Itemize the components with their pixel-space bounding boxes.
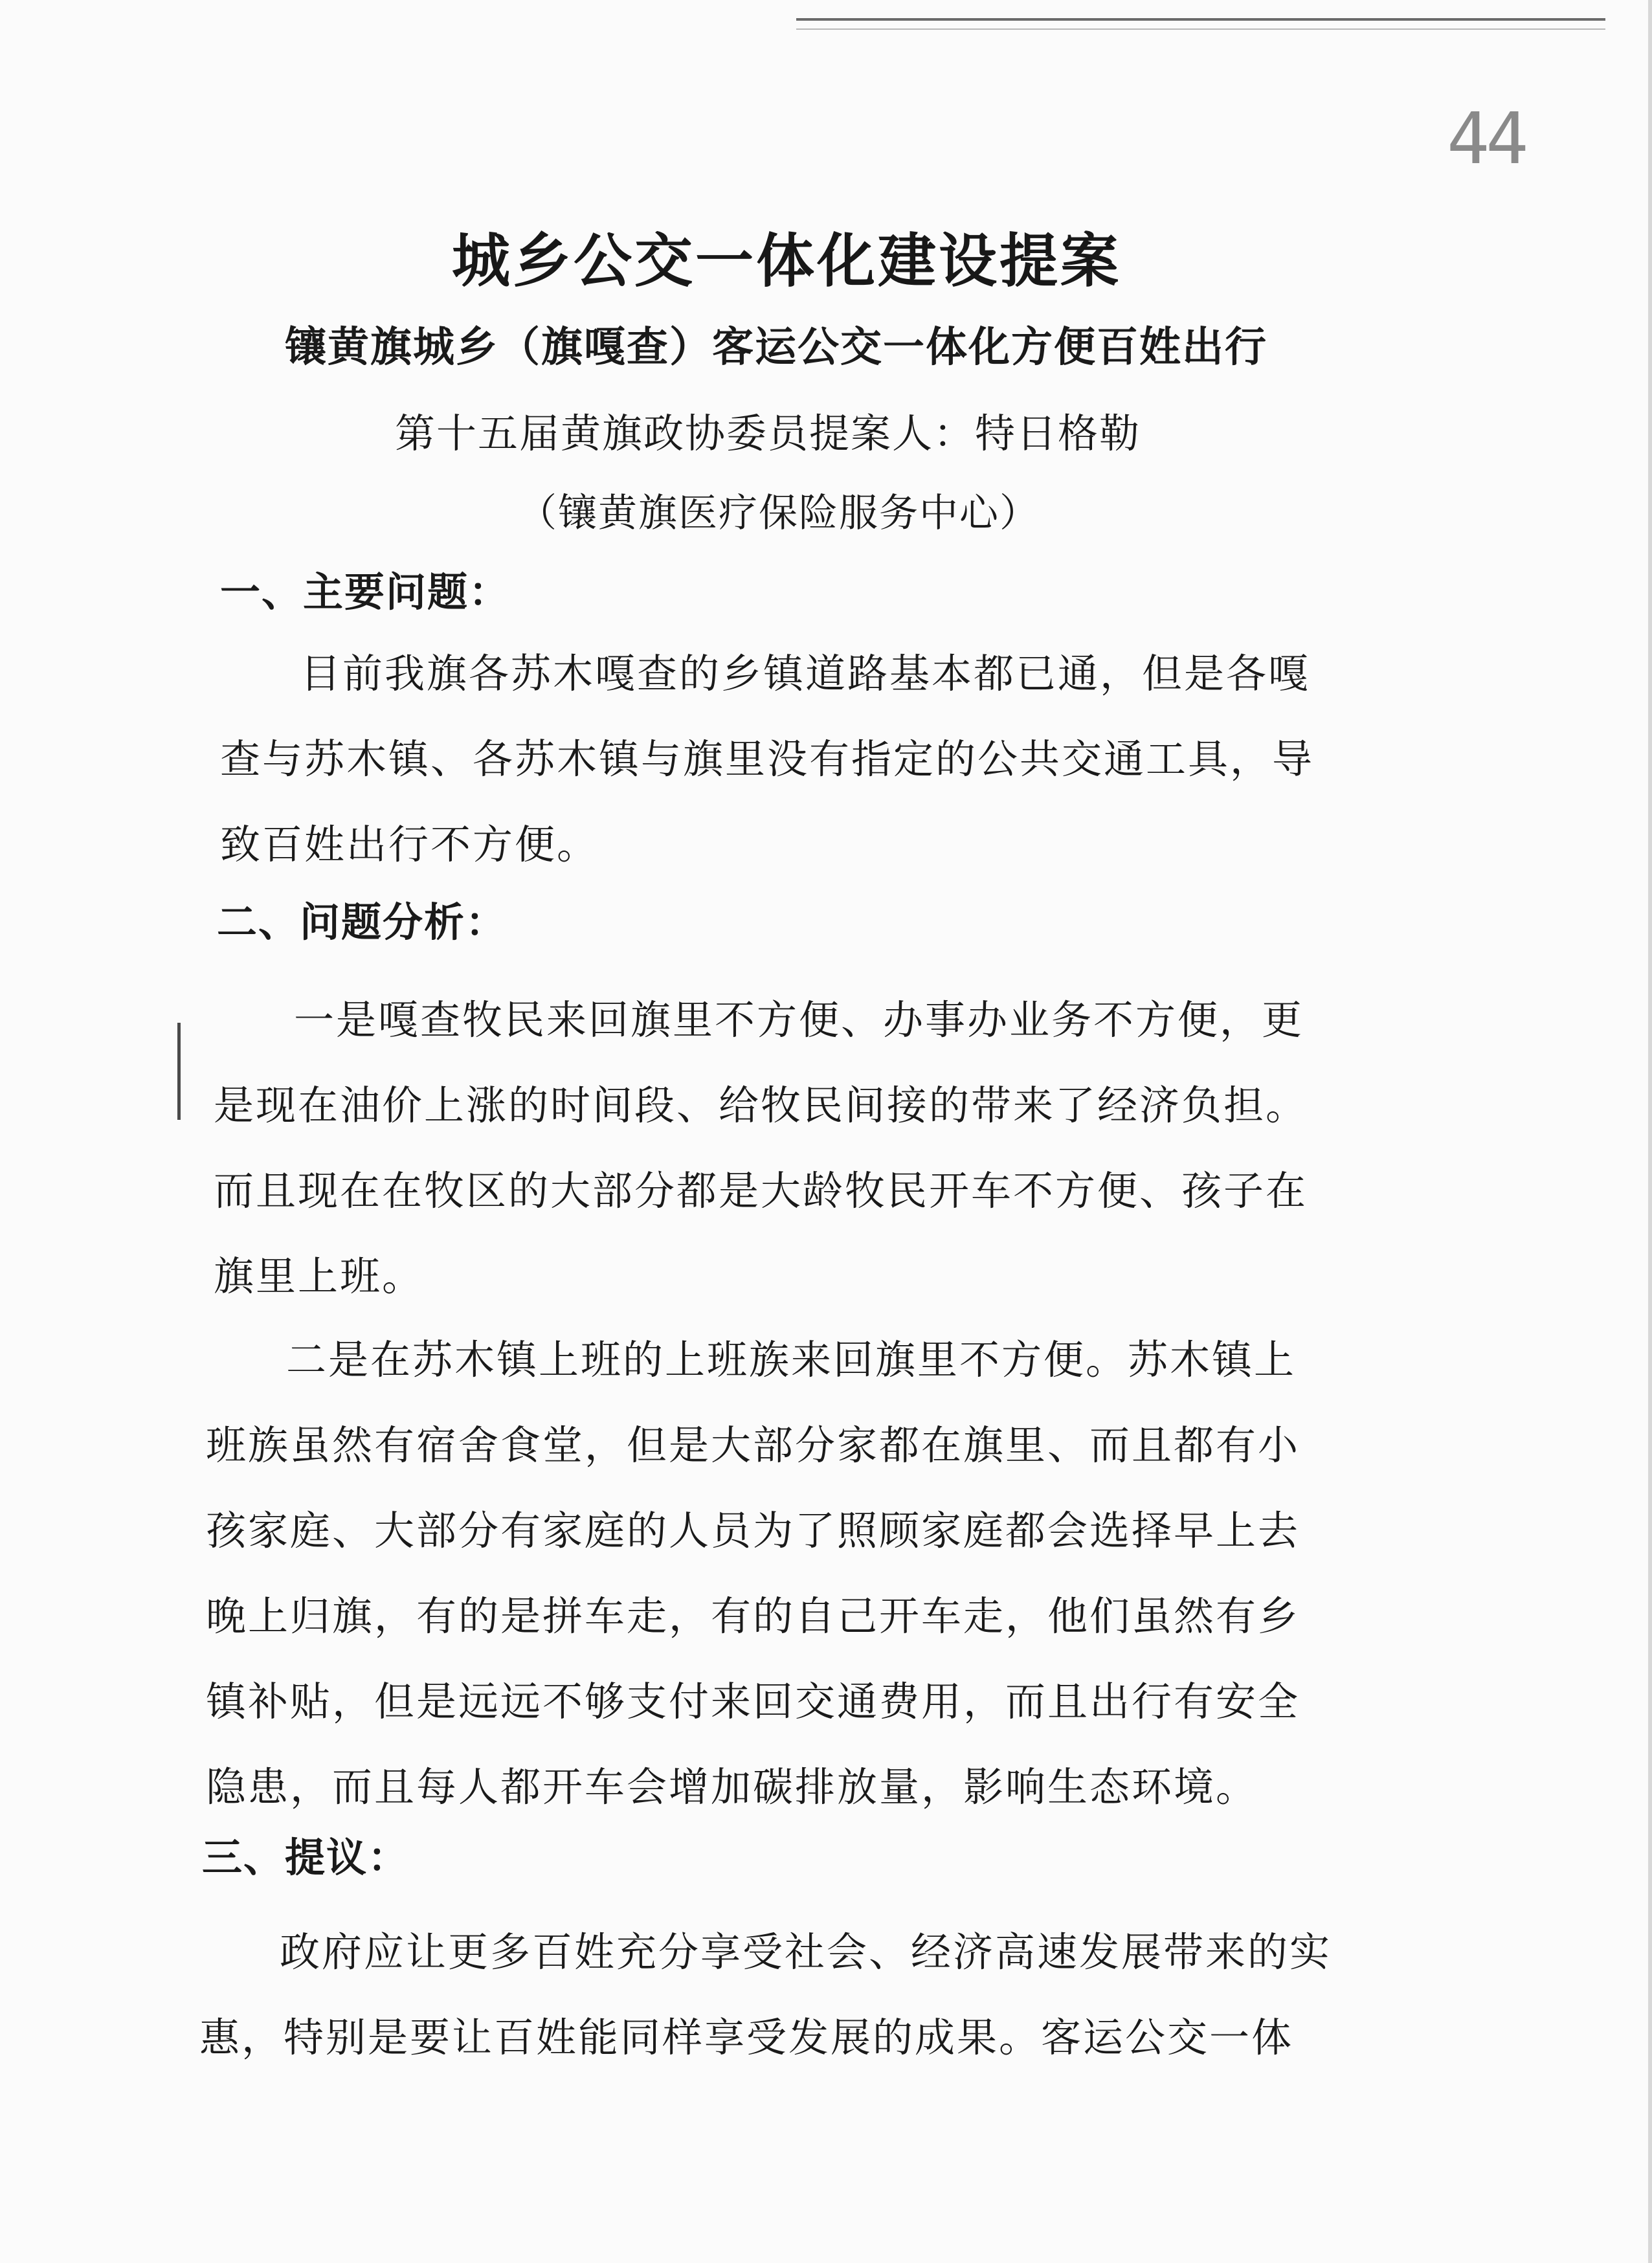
section-paragraph: 政府应让更多百姓充分享受社会、经济高速发展带来的实惠，特别是要让百姓能同样享受发展的成果。客运公交一体 [199,1928,1332,2061]
document-subtitle: 镶黄旗城乡（旗嘎查）客运公交一体化方便百姓出行 [285,323,1267,372]
top-rule-line-secondary [796,28,1605,30]
page-edge-shadow [1648,0,1652,2263]
section-paragraph: 二是在苏木镇上班的上班族来回旗里不方便。苏木镇上班族虽然有宿舍食堂，但是大部分家都在旗里、而且都有小孩家庭、大部分有家庭的人员为了照顾家庭都会选择早上去晚上归旗，有的是拼车走，有的自己开车走，他们虽然有乡镇补贴，但是远远不够支付来回交通费用，而且出行有安全隐患，而且每人都开车会增加碳排放量，影响生态环境。 [206,1336,1300,1811]
binding-mark [177,1023,186,1120]
section-paragraph: 目前我旗各苏木嘎查的乡镇道路基本都已通，但是各嘎查与苏木镇、各苏木镇与旗里没有指定的公共交通工具，导致百姓出行不方便。 [220,650,1315,868]
page-number: 44 [1447,97,1525,180]
section-heading-proposal: 三、提议： [202,1834,410,1881]
section-heading-main-issues: 一、主要问题： [220,568,511,616]
section-paragraph: 一是嘎查牧民来回旗里不方便、办事办业务不方便，更是现在油价上涨的时间段、给牧民间接的带来了经济负担。而且现在在牧区的大部分都是大龄牧民开车不方便、孩子在旗里上班。 [214,996,1308,1300]
section-heading-analysis: 二、问题分析： [217,898,508,946]
document-title: 城乡公交一体化建设提案 [452,227,1121,295]
organization-line: （镶黄旗医疗保险服务中心） [518,491,1040,536]
proposer-line: 第十五届黄旗政协委员提案人：特日格勒 [395,410,1141,457]
top-rule-line [796,18,1605,21]
